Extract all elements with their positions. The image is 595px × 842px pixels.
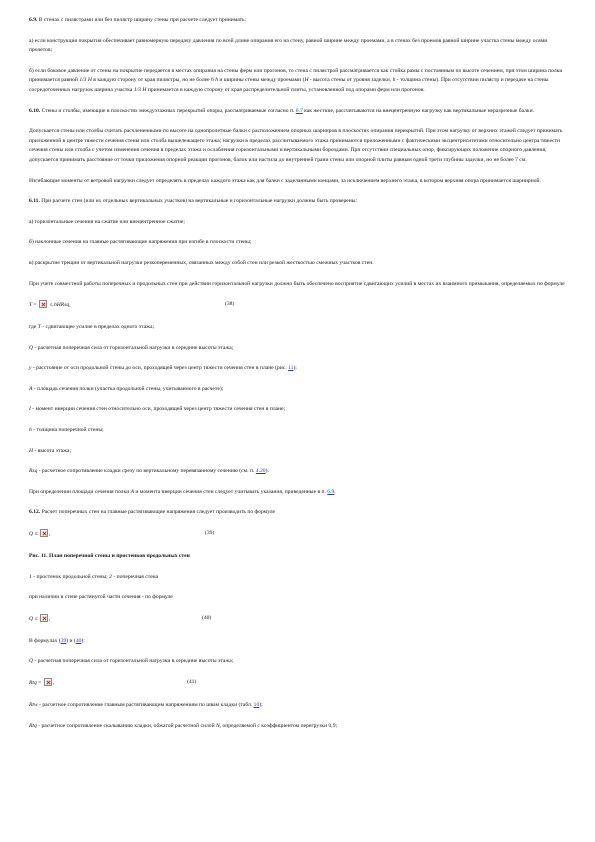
formula-number: (40) <box>202 614 212 621</box>
formula-expression <box>29 529 50 540</box>
cross-reference-link[interactable]: 4.20 <box>255 468 266 475</box>
text-run: При расчете стен (или их отдельных вертикальных участков) на вертикальные и горизонтальные нагрузки должны быть проверены: <box>39 198 358 205</box>
formula-expression <box>29 300 71 311</box>
paragraph-s611 <box>29 197 569 207</box>
math-symbol: I <box>29 406 31 413</box>
math-symbol: T <box>37 324 41 331</box>
text-run: Стены и столбы, имеющие в плоскостях междуэтажных перекрытий опоры, рассматриваемые согласно п. <box>40 107 296 114</box>
text-run: - расчетное сопротивление главным растягивающим напряжениям по швам кладки (табл. <box>37 702 254 708</box>
text-run: в) раскрытие трещин от вертикальной нагрузки резкопеременных, связанных между собой стен или резкой жесткостью смежных участков стен. <box>29 259 374 266</box>
text-run: - расчетная поперечная сила от горизонтальной нагрузки в середине высоты этажа; <box>33 658 234 665</box>
math-symbol: hHRsq <box>53 302 70 309</box>
paragraph-d38f <box>29 426 569 436</box>
section-number: Рис. 11. План поперечной стены и простенков продольных стен <box>29 553 190 560</box>
math-symbol: N <box>215 722 220 729</box>
paragraph-d40a <box>29 637 569 647</box>
text-run: , <box>48 615 51 622</box>
formula-f41 <box>29 678 569 690</box>
formula-f38 <box>29 300 569 312</box>
formula-number: (38) <box>225 301 235 308</box>
math-symbol: Q <box>29 658 34 665</box>
section-number: 6.12. <box>29 509 41 516</box>
text-run: ); <box>293 365 297 372</box>
math-symbol: 1 <box>29 573 32 580</box>
cross-reference-link[interactable]: 10 <box>253 702 260 708</box>
formula-f39 <box>29 529 569 541</box>
text-run: Изгибающие моменты от ветровой нагрузки следует определять в пределах каждого этажа как для балки с заделанными концами, за исключением верхнего этажа, в котором верхняя опора принимается шарнирной. <box>29 177 541 184</box>
text-run: - расчетная поперечная сила от горизонтальной нагрузки в середине высоты этажа; <box>33 344 234 351</box>
cross-reference-link[interactable]: 39 <box>60 637 67 644</box>
text-run: Расчет поперечных стен на главные растягивающие напряжения следует производить по формуле <box>40 509 276 516</box>
broken-image-icon <box>40 529 51 538</box>
text-run: принимается в каждую сторону от края распределительной плиты, установленной под опорами ферм или прогонов. <box>146 86 425 93</box>
math-symbol: h <box>392 77 396 84</box>
paragraph-s611d <box>29 280 569 290</box>
paragraph-d38c <box>29 364 569 374</box>
broken-image-icon <box>44 678 55 686</box>
math-symbol: 2 <box>109 573 112 580</box>
paragraph-s611c <box>29 259 569 269</box>
text-run: а) горизонтальные сечения на сжатие или внецентренное сжатие; <box>29 218 185 225</box>
text-run: б) если боковое давление от стены на покрытие передается в местах опирания на стены ферм или прогонов, то стена с пилястрой рассматривается как стойка рамы с постоянным по высоте сечением, при этом ширина полки принимается равной <box>29 67 563 84</box>
paragraph-s610b <box>29 127 569 165</box>
paragraph-s612 <box>29 508 569 518</box>
text-run: При определении площади сечения полки <box>29 488 131 495</box>
text-run: = <box>32 302 39 309</box>
formula-f40 <box>29 614 569 626</box>
formula-number: (39) <box>205 530 215 537</box>
formula-expression <box>29 678 54 689</box>
math-symbol: h <box>215 77 218 84</box>
text-run: и момента инерции сечения стен следует учитывать указания, приведенные в п. <box>134 488 328 495</box>
math-symbol: h <box>29 427 32 434</box>
math-symbol: Q <box>29 615 34 622</box>
paragraph-d38i <box>29 488 569 498</box>
document-body <box>29 16 569 742</box>
text-run: - площадь сечения полки (участка продольной стены, учитываемого в расчете); <box>32 385 224 392</box>
math-symbol: T <box>29 302 33 309</box>
paragraph-d38a <box>29 323 569 333</box>
text-run: - простенок продольной стены; <box>31 573 110 580</box>
text-run: . <box>334 488 336 495</box>
text-run: и ширины стены между проемами ( <box>218 77 305 84</box>
text-run: , <box>48 531 51 538</box>
paragraph-s611a <box>29 218 569 228</box>
paragraph-d38b <box>29 344 569 354</box>
paragraph-d41a <box>29 701 569 711</box>
paragraph-fig11 <box>29 552 569 562</box>
formula-expression <box>29 614 50 625</box>
paragraph-d38d <box>29 385 569 395</box>
text-run: , <box>69 302 71 309</box>
formula-number: (41) <box>187 679 197 685</box>
paragraph-d40b <box>29 657 569 667</box>
text-run: ); <box>259 702 263 708</box>
paragraph-s610 <box>29 107 569 117</box>
text-run: где <box>29 324 38 331</box>
paragraph-d38e <box>29 405 569 415</box>
text-run: - сдвигающее усилие в пределах одного этажа; <box>40 324 155 331</box>
paragraph-s69 <box>29 16 569 26</box>
math-symbol: Rtw <box>29 702 38 708</box>
math-symbol: A <box>29 385 33 392</box>
text-run: При учете совместной работы поперечных и продольных стен при действии горизонтальной нагрузки должно быть обеспечено восприятие сдвигающих усилий в местах их взаимного примыкания, определяемых по формуле <box>29 280 565 287</box>
text-run: - расстояние от оси продольной стены до оси, проходящей через центр тяжести сечения стен в плане (рис. <box>31 365 289 372</box>
text-run: - толщина поперечной стены; <box>31 427 104 434</box>
text-run: Допускается стены или столбы считать расчлененными по высоте на однопролетные балки с расположением опорных шарниров в плоскостях опирания перекрытий. При этом нагрузку от верхних этажей следует принимать приложенной в центре тяжести сечения стены или столба вышележащего этажа; нагрузки в пределах рассчитываемого этажа принимаются приложенными с фактическими эксцентриситетами относительно центра тяжести сечения стены или столба с учетом изменения сечения в пределах этажа и ослабления горизонтальными и вертикальными бороздами. При отсутствии специальных опор, фиксирующих положение опорного давления, допускается принимать расстояние от точки приложения опорной реакции прогонов, балок или настила до внутренней грани стены или опорной плиты равным одной трети глубины заделки, но не более 7 см. <box>29 128 563 163</box>
section-number: 6.9. <box>29 17 38 23</box>
text-run: - расчетное сопротивление кладки срезу по вертикальному перевязанному сечению (см. п. <box>37 468 256 475</box>
broken-image-icon <box>40 614 51 622</box>
cross-reference-link[interactable]: 40 <box>75 637 82 644</box>
text-run: б) наклонные сечения на главные растягивающие напряжения при изгибе в плоскости стены; <box>29 239 252 246</box>
math-symbol: 1/3 H <box>79 77 92 84</box>
paragraph-d38h <box>29 467 569 477</box>
paragraph-s69a <box>29 37 569 56</box>
text-run: В формулах ( <box>29 637 61 644</box>
text-run: при наличии в стене растянутой части сечения - по формуле <box>29 594 173 601</box>
text-run: ≤ <box>33 615 39 622</box>
cross-reference-link[interactable]: 11 <box>288 365 294 372</box>
text-run: - высота этажа; <box>33 447 72 454</box>
math-symbol: Q <box>29 531 34 538</box>
paragraph-s611b <box>29 238 569 248</box>
math-symbol: H <box>304 77 309 84</box>
text-run: ≤ <box>48 302 54 309</box>
text-run: - поперечная стена <box>111 573 159 580</box>
text-run: в каждую сторону от края пилястры, но не более 6 <box>91 77 216 84</box>
broken-image-icon <box>39 300 47 308</box>
paragraph-s612b <box>29 593 569 603</box>
math-symbol: H <box>29 447 34 454</box>
text-run: В стенах с пилястрами или без пилястр ширину стены при расчете следует принимать: <box>37 17 247 23</box>
math-symbol: Rtq <box>29 680 37 686</box>
cross-reference-link[interactable]: 6.9 <box>327 488 335 495</box>
math-symbol: Rtq <box>29 722 37 729</box>
text-run: как жесткие, рассчитываются на внецентренную нагрузку как вертикальные неразрезные балки. <box>302 107 535 114</box>
paragraph-fig11c <box>29 573 569 583</box>
text-run: - расчетное сопротивление скалыванию кладки, обжатой расчетной силой <box>36 722 216 729</box>
math-symbol: y <box>29 365 32 372</box>
text-run: = <box>36 680 43 686</box>
paragraph-d38g <box>29 447 569 457</box>
section-number: 6.11. <box>29 198 40 205</box>
paragraph-s610c <box>29 177 569 187</box>
text-run: - высота стены от уровня заделки, <box>308 77 393 84</box>
paragraph-s69b <box>29 67 569 96</box>
text-run: - толщина стены). При отсутствии пилястр и передаче на стены сосредоточенных нагрузок ширина участка <box>29 77 549 93</box>
paragraph-d41b <box>29 722 569 732</box>
text-run: ): <box>81 637 85 644</box>
text-run: а) если конструкция покрытия обеспечивает равномерную передачу давления по всей длине опирания его на стену, равной ширине между проемами, а в стенах без проемов равной ширине участка стены между осями пролетов; <box>29 37 548 54</box>
math-symbol: A <box>130 488 135 495</box>
math-symbol: Q <box>29 344 34 351</box>
text-run: ≤ <box>33 531 39 538</box>
math-symbol: 1/3 H <box>133 86 147 93</box>
text-run: , определяемой с коэффициентом перегрузки 0,9; <box>219 722 338 729</box>
text-run: - момент инерции сечения стен относительно оси, проходящей через центр тяжести сечения стен в плане; <box>30 406 286 413</box>
text-run: , <box>52 680 55 686</box>
section-number: 6.10. <box>29 107 41 114</box>
math-symbol: Rsq <box>29 468 38 475</box>
cross-reference-link[interactable]: 6.7 <box>295 107 303 114</box>
text-run: ). <box>265 468 269 475</box>
text-run: ) и ( <box>66 637 76 644</box>
